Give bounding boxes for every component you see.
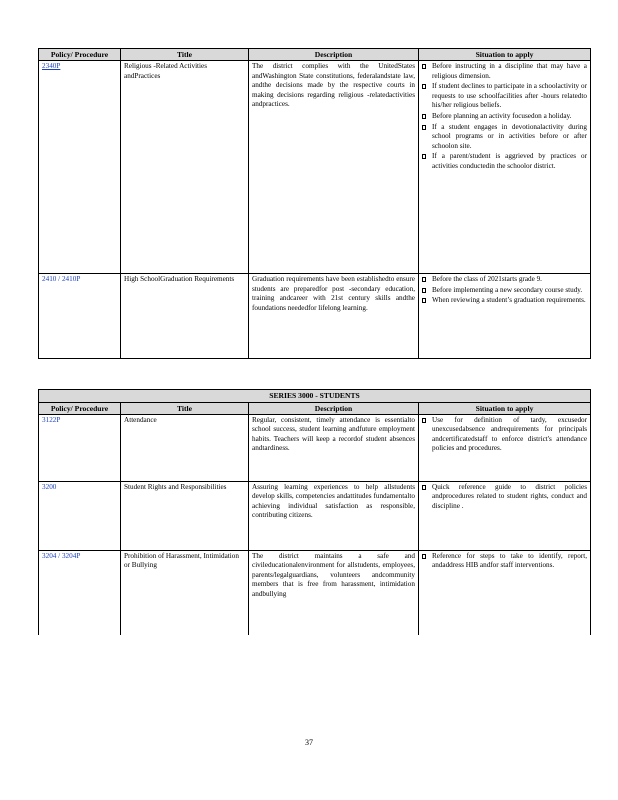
policy-cell[interactable] [39,550,121,635]
table-row [39,274,591,359]
checkbox-icon [422,298,426,303]
policy-table-series-3000 [38,389,591,635]
header-title: Title [121,402,249,414]
title-cell: Attendance [121,414,249,481]
table-row [39,414,591,481]
situation-cell [419,274,591,359]
policy-link[interactable]: 2340P [42,62,61,70]
table-header-row [39,49,591,61]
table-header-row [39,402,591,414]
header-title: Title [121,49,249,61]
policy-cell[interactable] [39,61,121,274]
policy-cell[interactable] [39,481,121,550]
title-cell: Religious -Related Activities andPractices [121,61,249,274]
policy-link[interactable]: 3122P [42,415,61,424]
checkbox-icon [422,114,426,119]
table-row [39,481,591,550]
situation-item: Use for definition of tardy, excusedor unexcusedabsence andrequirements for principals andcertificatedstaff to enforce district's attendance policies and procedures. [422,416,587,454]
checkbox-icon [422,125,426,130]
series-banner: SERIES 3000 - STUDENTS [39,390,591,403]
title-cell: Prohibition of Harassment, Intimidation or Bullying [121,550,249,635]
description-cell: Assuring learning experiences to help allstudents develop skills, competencies andattitudes fundamentalto achieving individual satisfaction as responsible, contributing citizens. [249,481,419,550]
situation-item: If a student engages in devotionalactivity during school programs or in activities before or after schoolon site. [422,123,587,152]
header-description: Description [249,49,419,61]
header-situation: Situation to apply [419,49,591,61]
page-number: 37 [305,738,313,747]
checkbox-icon [422,554,426,559]
policy-table-series-2000 [38,48,591,359]
header-policy: Policy/ Procedure [39,402,121,414]
header-situation: Situation to apply [419,402,591,414]
description-cell: Graduation requirements have been establishedto ensure students are preparedfor post -secondary education, training andcareer with 21st century skills andthe foundations neededfor lifelong learning. [249,274,419,359]
situation-cell [419,550,591,635]
situation-item: When reviewing a student’s graduation requirements. [422,296,587,306]
policy-link[interactable]: 3204 / 3204P [42,551,81,560]
situation-cell [419,481,591,550]
policy-cell[interactable] [39,274,121,359]
situation-item: Quick reference guide to district policies andprocedures related to student rights, conduct and discipline . [422,483,587,512]
checkbox-icon [422,64,426,69]
checkbox-icon [422,485,426,490]
situation-cell [419,61,591,274]
policy-link[interactable]: 3200 [42,482,57,491]
description-cell: Regular, consistent, timely attendance is essentialto school success, student learning andfuture employment habits. Teachers will keep a recordof student absences andtardiness. [249,414,419,481]
table-row [39,61,591,274]
description-cell: The district maintains a safe and civileducationalenvironment for allstudents, employees, parents/legalguardians, volunteers andcommunity members that is free from harassment, intimidation andbullying [249,550,419,635]
situation-item: Reference for steps to take to identify, report, andaddress HIB andfor staff interventions. [422,552,587,571]
title-cell: Student Rights and Responsibilities [121,481,249,550]
situation-item: Before implementing a new secondary course study. [422,286,587,296]
situation-cell [419,414,591,481]
checkbox-icon [422,288,426,293]
checkbox-icon [422,154,426,159]
situation-item: Before planning an activity focusedon a holiday. [422,112,587,122]
table-row [39,550,591,635]
title-cell: High SchoolGraduation Requirements [121,274,249,359]
situation-item: If a parent/student is aggrieved by practices or activities conductedin the schoolor district. [422,152,587,171]
description-cell: The district complies with the UnitedStates andWashington State constitutions, federalandstate law, andthe decisions made by the respective courts in making decisions regarding religious -relatedactivities andpractices. [249,61,419,274]
series-banner-row [39,390,591,403]
checkbox-icon [422,277,426,282]
checkbox-icon [422,84,426,89]
header-description: Description [249,402,419,414]
checkbox-icon [422,418,426,423]
policy-cell[interactable] [39,414,121,481]
header-policy: Policy/ Procedure [39,49,121,61]
policy-link[interactable]: 2410 / 2410P [42,275,81,283]
situation-item: Before instructing in a discipline that may have a religious dimension. [422,62,587,81]
situation-item: Before the class of 2021starts grade 9. [422,275,587,285]
situation-item: If student declines to participate in a schoolactivity or requests to use schoolfacilities after -hours relatedto his/her religious beliefs. [422,82,587,111]
